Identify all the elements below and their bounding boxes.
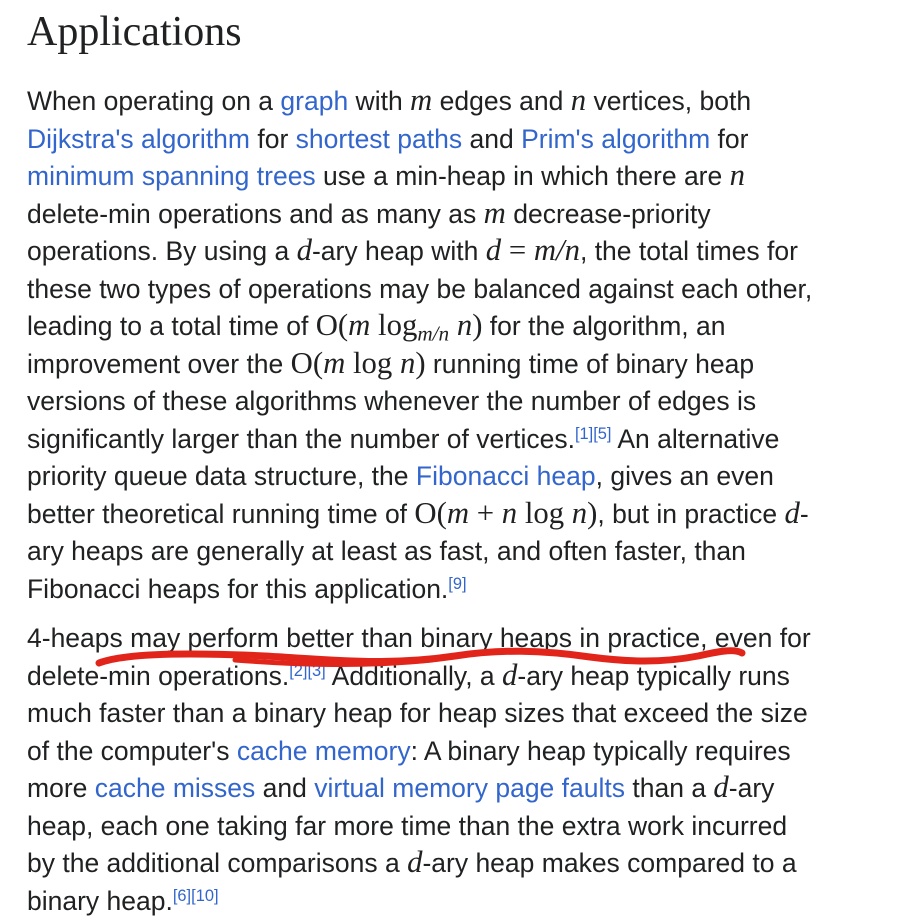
- math-run: =: [501, 233, 534, 268]
- text-line: [27, 808, 901, 846]
- text-run: more: [27, 773, 95, 804]
- math-run: d: [713, 770, 729, 805]
- text-run: than a: [625, 773, 714, 804]
- text-line: [27, 770, 901, 808]
- math-run: O(: [315, 308, 349, 343]
- link-graph[interactable]: graph: [280, 86, 349, 117]
- math-run: d: [502, 657, 518, 692]
- text-run: , but in practice: [597, 498, 785, 529]
- math-run: m/n: [417, 321, 450, 346]
- math-run: n: [399, 345, 416, 380]
- link-shortest-paths[interactable]: shortest paths: [295, 123, 463, 154]
- math-run: n: [456, 308, 473, 343]
- text-run: improvement over the: [27, 348, 291, 379]
- text-run: leading to a total time of: [27, 311, 316, 342]
- text-run: delete-min operations.: [27, 660, 290, 691]
- text-run: better theoretical running time of: [27, 498, 415, 529]
- text-run: -ary: [728, 773, 775, 804]
- text-run: and: [255, 773, 315, 804]
- text-run: priority queue data structure, the: [27, 461, 416, 492]
- math-run: d: [407, 845, 423, 880]
- text-run: use a min-heap in which there are: [315, 161, 730, 192]
- text-run: by the additional comparisons a: [27, 848, 408, 879]
- text-run: 4-heaps may perform better than binary heaps in practice, even for: [27, 623, 811, 654]
- text-run: heap, each one taking far more time than the extra work incurred: [27, 810, 788, 841]
- citation-ref[interactable]: [10]: [191, 886, 219, 905]
- text-run: : A binary heap typically requires: [410, 735, 791, 766]
- citation-ref[interactable]: [6]: [172, 886, 192, 905]
- text-run: edges and: [432, 86, 571, 117]
- text-run: -ary heap makes compared to a: [422, 848, 797, 879]
- text-line: [27, 83, 901, 121]
- text-run: decrease-priority: [505, 198, 711, 229]
- math-run: log: [345, 345, 400, 380]
- math-run: m: [410, 83, 433, 118]
- text-run: When operating on a: [27, 86, 281, 117]
- text-run: -: [799, 498, 809, 529]
- text-run: Additionally, a: [325, 660, 503, 691]
- link-fibonacci-heap[interactable]: Fibonacci heap: [415, 461, 596, 492]
- text-line: [27, 383, 901, 421]
- text-line: [27, 496, 901, 534]
- citation-ref[interactable]: [3]: [307, 661, 326, 680]
- text-run: vertices, both: [586, 86, 752, 117]
- text-line: [27, 346, 901, 384]
- math-run: n: [729, 158, 745, 193]
- math-run: +: [469, 495, 502, 530]
- text-run: -ary heap with: [311, 236, 486, 267]
- math-run: ): [415, 345, 426, 380]
- text-run: binary heap.: [27, 885, 173, 916]
- math-run: m/n: [533, 233, 580, 268]
- math-run: log: [517, 495, 572, 530]
- math-run: d: [784, 495, 800, 530]
- text-run: significantly larger than the number of vertices.: [27, 423, 575, 454]
- text-run: and: [462, 123, 522, 154]
- link-cache-memory[interactable]: cache memory: [236, 735, 411, 766]
- text-line: [27, 620, 901, 658]
- text-run: these two types of operations may be balanced against each other,: [27, 273, 813, 304]
- link-virtual-memory-page-faults[interactable]: virtual memory page faults: [314, 773, 626, 804]
- text-line: [27, 158, 901, 196]
- text-run: , the total times for: [579, 236, 798, 267]
- section-heading: Applications: [27, 9, 242, 55]
- text-run: of the computer's: [27, 735, 237, 766]
- math-run: ): [587, 495, 598, 530]
- math-run: m: [348, 308, 371, 343]
- citation-ref[interactable]: [1]: [574, 424, 594, 443]
- text-line: [27, 533, 901, 571]
- citation-ref[interactable]: [2]: [289, 661, 308, 680]
- paragraph: [27, 620, 901, 920]
- text-line: [27, 421, 901, 459]
- text-run: for: [250, 123, 296, 154]
- text-line: [27, 196, 901, 234]
- math-run: m: [446, 495, 470, 530]
- text-run: -ary heap typically runs: [517, 660, 790, 691]
- link-minimum-spanning-trees[interactable]: minimum spanning trees: [27, 161, 316, 192]
- text-line: [27, 458, 901, 496]
- math-run: n: [571, 495, 588, 530]
- text-line: [27, 121, 901, 159]
- paragraph: [27, 83, 901, 608]
- text-run: , gives an even: [595, 461, 774, 492]
- text-line: [27, 271, 901, 309]
- text-line: [27, 233, 901, 271]
- math-run: n: [501, 495, 518, 530]
- math-run: n: [570, 83, 587, 118]
- text-line: [27, 658, 901, 696]
- text-run: operations. By using a: [27, 236, 297, 267]
- math-run: m: [483, 195, 506, 230]
- math-run: d: [296, 233, 312, 268]
- text-run: with: [348, 86, 411, 117]
- link-prims-algorithm[interactable]: Prim's algorithm: [521, 123, 711, 154]
- text-run: versions of these algorithms whenever the number of edges is: [27, 386, 757, 417]
- text-run: much faster than a binary heap for heap sizes that exceed the size: [27, 698, 808, 729]
- citation-ref[interactable]: [5]: [593, 424, 612, 443]
- text-line: [27, 883, 901, 920]
- text-run: Fibonacci heaps for this application.: [27, 573, 449, 604]
- link-dijkstras-algorithm[interactable]: Dijkstra's algorithm: [27, 123, 250, 154]
- math-run: m: [323, 345, 346, 380]
- math-run: O(: [414, 495, 447, 530]
- text-run: running time of binary heap: [425, 348, 755, 379]
- math-run: log: [370, 308, 418, 343]
- citation-ref[interactable]: [9]: [448, 574, 467, 593]
- math-run: [449, 308, 457, 342]
- text-run: for: [710, 123, 749, 154]
- text-line: [27, 571, 901, 609]
- text-run: ary heaps are generally at least as fast, and often faster, than: [27, 536, 746, 567]
- math-run: ): [472, 308, 483, 343]
- text-line: [27, 733, 901, 771]
- text-run: delete-min operations and as many as: [27, 198, 484, 229]
- text-run: An alternative: [611, 423, 780, 454]
- math-run: d: [485, 233, 502, 268]
- text-line: [27, 695, 901, 733]
- text-run: for the algorithm, an: [482, 311, 726, 342]
- link-cache-misses[interactable]: cache misses: [94, 773, 256, 804]
- text-line: [27, 308, 901, 346]
- math-run: O(: [290, 345, 324, 380]
- text-line: [27, 845, 901, 883]
